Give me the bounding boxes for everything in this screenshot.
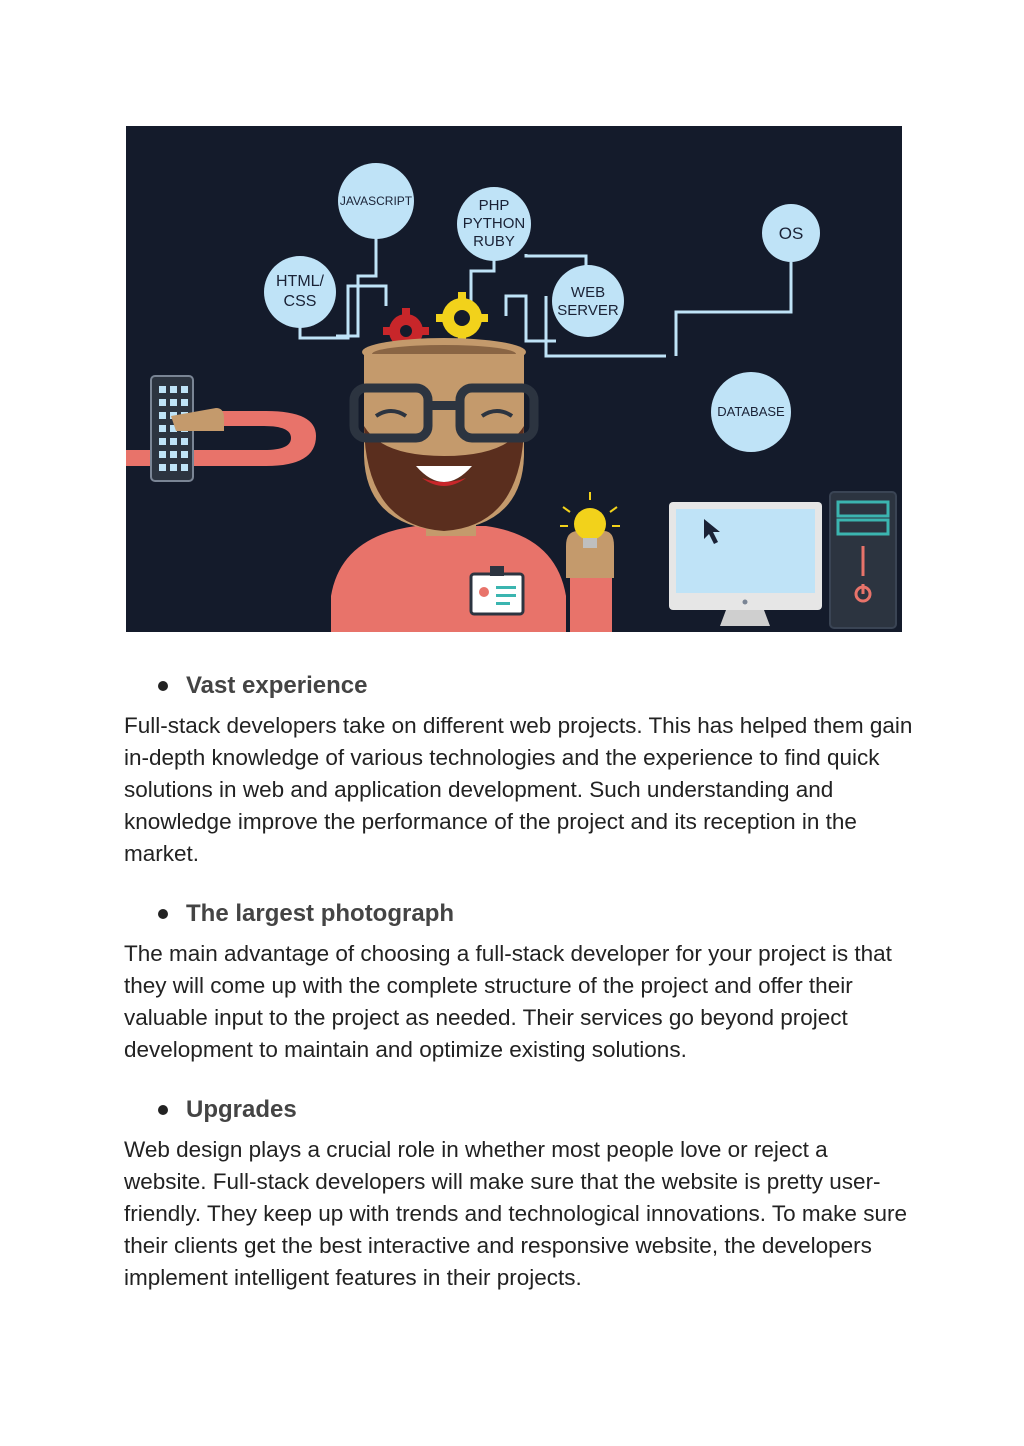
paragraph: Full-stack developers take on different web projects. This has helped them gain in-depth knowledge of various technologies and the experience to find quick solutions in web and application development. Such understanding and knowledge improve the performance of the project and its reception in the market. — [124, 713, 913, 866]
os-bubble — [762, 204, 820, 262]
svg-text:OS: OS — [778, 224, 804, 243]
section-upgrades — [124, 1092, 914, 1294]
full-stack-developer-illustration — [126, 126, 902, 632]
section-heading — [124, 668, 914, 704]
bullet-icon — [158, 909, 168, 919]
paragraph: The main advantage of choosing a full-stack developer for your project is that they will come up with the complete structure of the project and offer their valuable input to the project as needed. Their services go beyond project development to maintain and optimize existing solutions. — [124, 941, 892, 1062]
database-bubble — [711, 372, 791, 452]
svg-text:PYTHON: PYTHON — [462, 215, 526, 232]
section-vast-experience — [124, 668, 914, 870]
heading-text: Vast experience — [186, 672, 368, 699]
paragraph: Web design plays a crucial role in whether most people love or reject a website. Full-stack developers will make sure that the website is pretty user-friendly. They keep up with trends and technological innovations. To make sure their clients get the best interactive and responsive website, the developers implement intelligent features in their projects. — [124, 1137, 907, 1290]
html-css-bubble — [264, 256, 336, 328]
svg-text:RUBY: RUBY — [473, 233, 515, 250]
svg-text:HTML/: HTML/ — [276, 273, 324, 290]
svg-text:JAVASCRIPT: JAVASCRIPT — [339, 194, 413, 208]
article-content — [124, 668, 914, 1320]
svg-text:PHP: PHP — [478, 197, 510, 214]
bullet-icon — [158, 1105, 168, 1115]
computer-tower-icon — [830, 492, 896, 628]
svg-text:SERVER: SERVER — [557, 302, 619, 319]
heading-text: Upgrades — [186, 1096, 297, 1123]
section-heading — [124, 1092, 914, 1128]
svg-text:WEB: WEB — [570, 284, 606, 301]
svg-text:DATABASE: DATABASE — [717, 404, 785, 419]
web-server-bubble — [552, 265, 624, 337]
section-largest-photograph — [124, 896, 914, 1066]
heading-text: The largest photograph — [186, 900, 455, 927]
section-heading — [124, 896, 914, 932]
javascript-bubble — [338, 163, 414, 239]
monitor-icon — [669, 502, 822, 626]
svg-text:CSS: CSS — [283, 293, 317, 310]
php-python-ruby-bubble — [457, 187, 531, 261]
bullet-icon — [158, 681, 168, 691]
